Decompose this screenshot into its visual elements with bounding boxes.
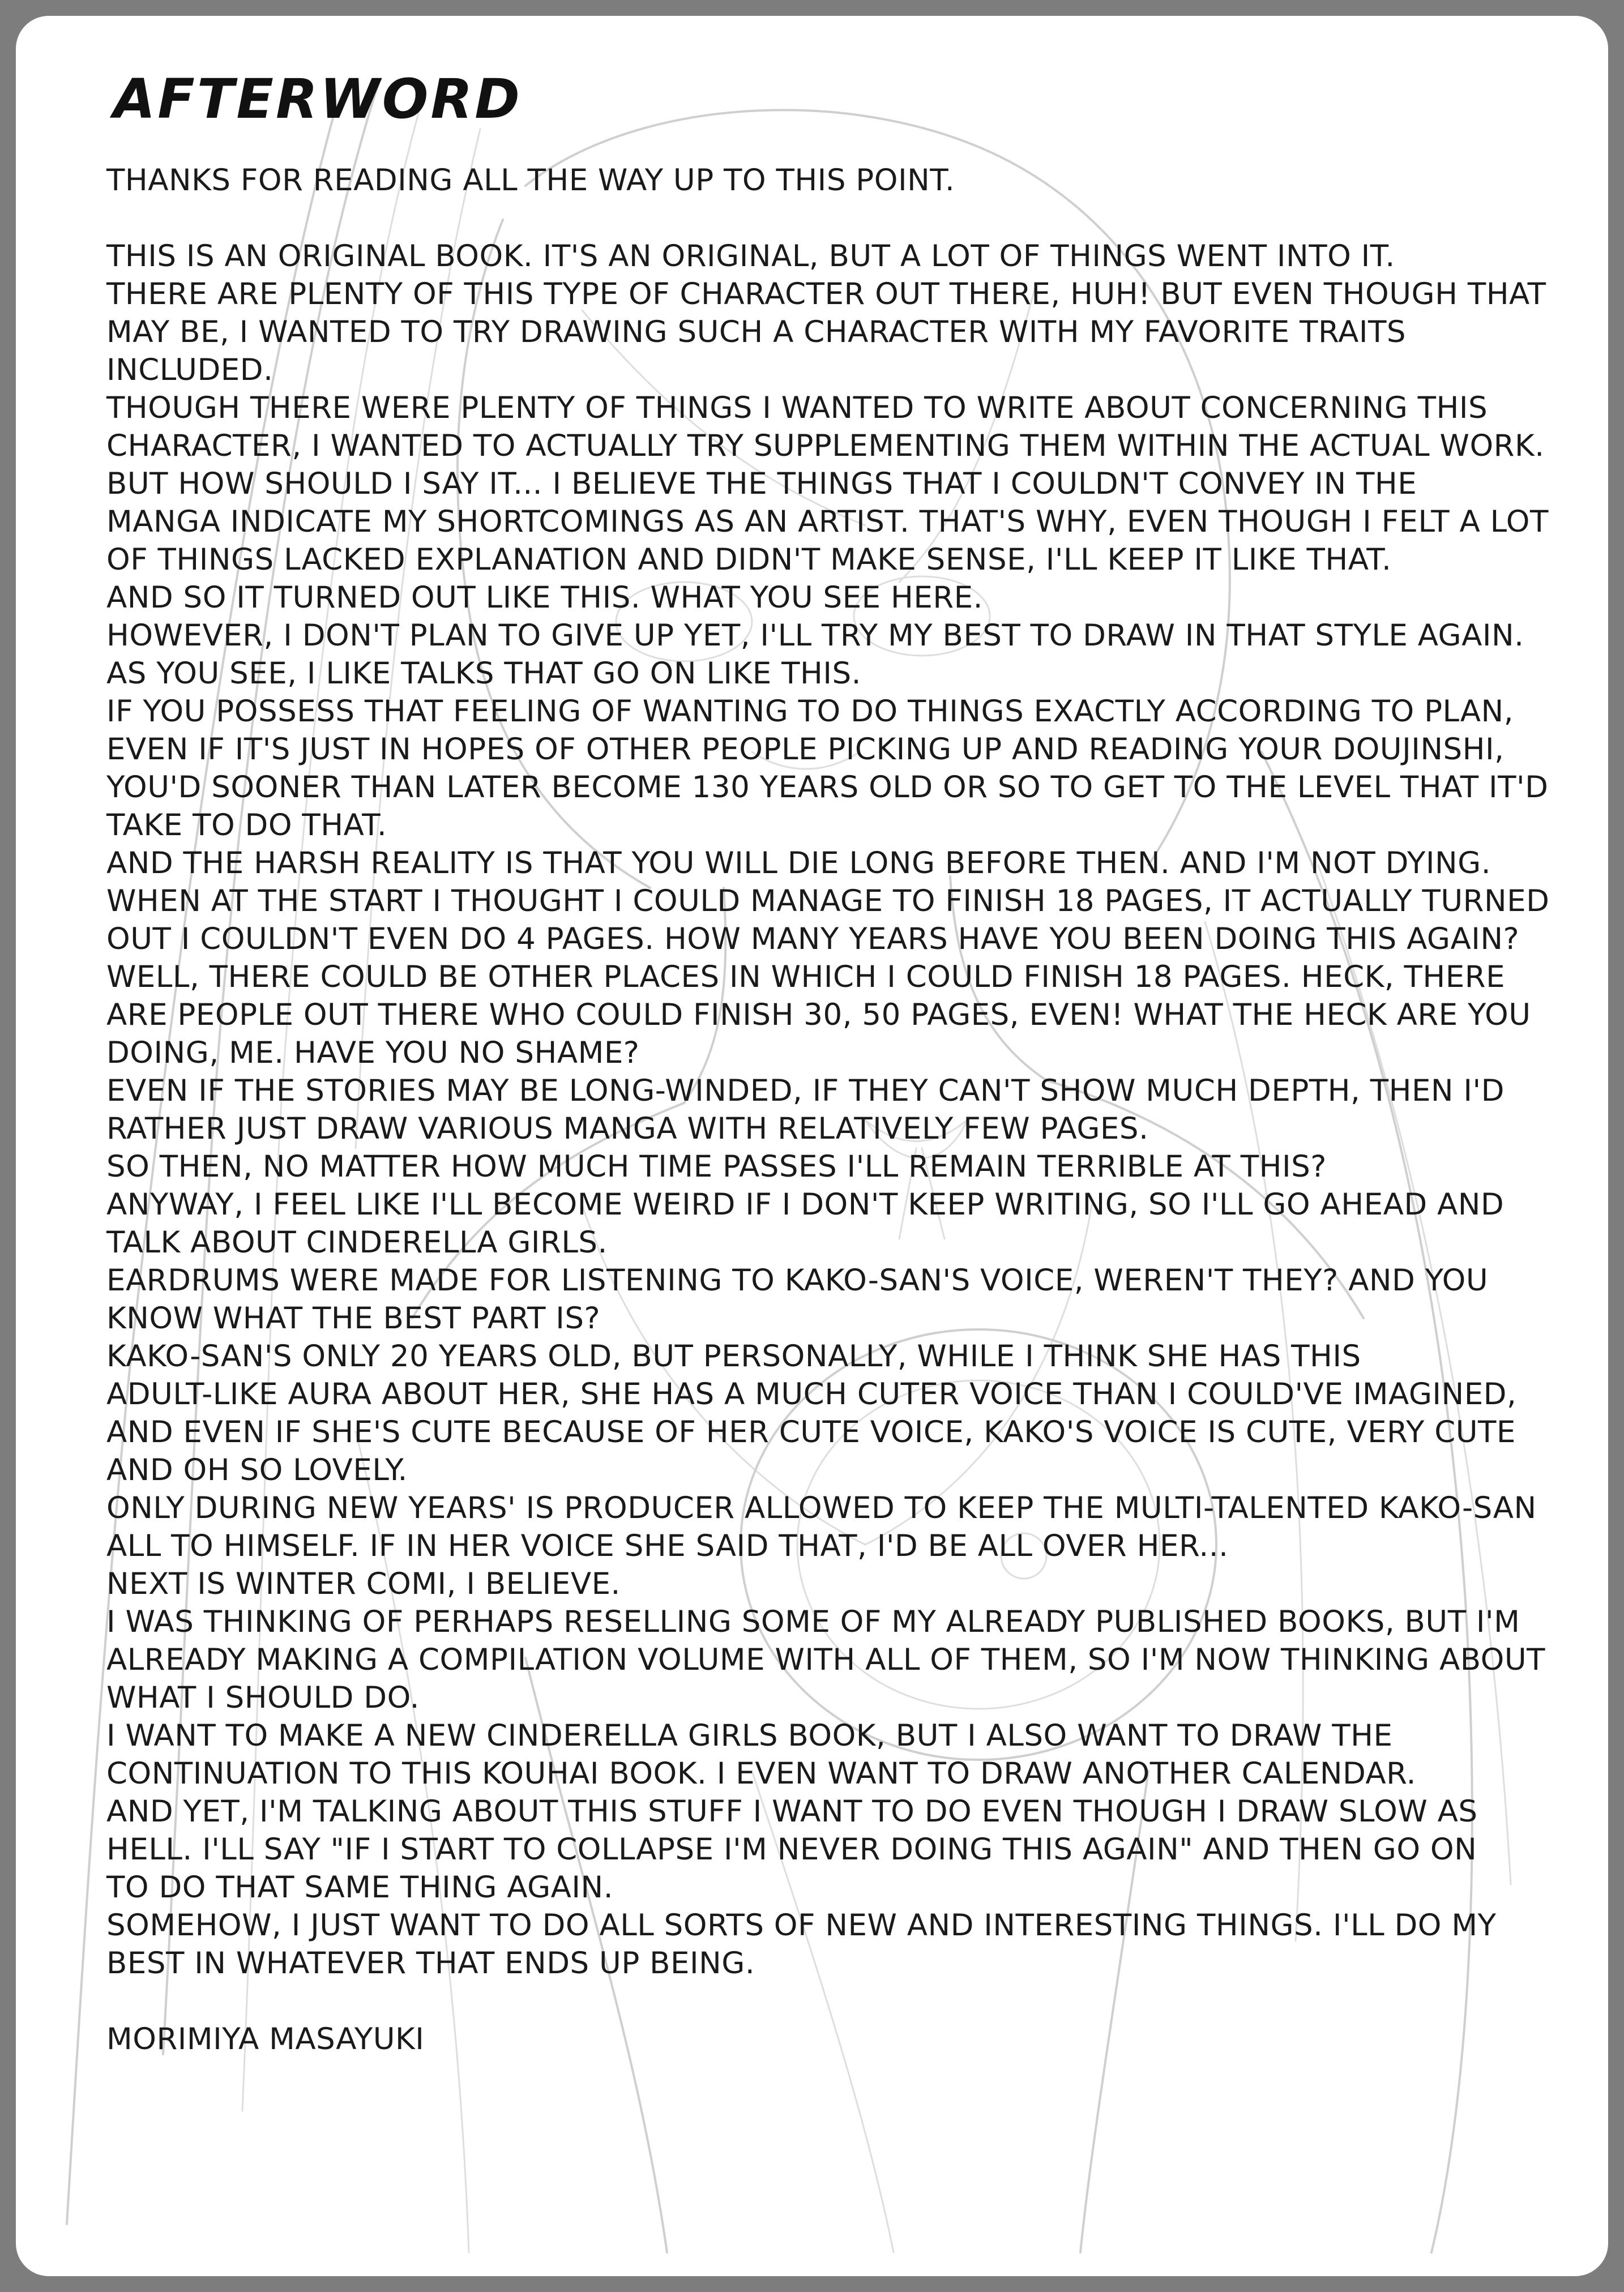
body-line: CHARACTER, I WANTED TO ACTUALLY TRY SUPPLEMENTING THEM WITHIN THE ACTUAL WORK. <box>106 429 1545 464</box>
body-line: SOMEHOW, I JUST WANT TO DO ALL SORTS OF NEW AND INTERESTING THINGS. I'LL DO MY <box>106 1908 1497 1943</box>
body-line: TO DO THAT SAME THING AGAIN. <box>106 1870 614 1905</box>
body-line: AS YOU SEE, I LIKE TALKS THAT GO ON LIKE THIS. <box>106 656 861 691</box>
body-line: ADULT-LIKE AURA ABOUT HER, SHE HAS A MUCH CUTER VOICE THAN I COULD'VE IMAGINED, <box>106 1377 1517 1412</box>
body-line: IF YOU POSSESS THAT FEELING OF WANTING TO DO THINGS EXACTLY ACCORDING TO PLAN, <box>106 694 1514 729</box>
page-paper <box>16 16 1608 2276</box>
opening-line: THANKS FOR READING ALL THE WAY UP TO THIS POINT. <box>106 163 955 198</box>
body-line: KAKO-SAN'S ONLY 20 YEARS OLD, BUT PERSONALLY, WHILE I THINK SHE HAS THIS <box>106 1339 1361 1374</box>
body-line: SO THEN, NO MATTER HOW MUCH TIME PASSES I'LL REMAIN TERRIBLE AT THIS? <box>106 1149 1327 1185</box>
body-line: YOU'D SOONER THAN LATER BECOME 130 YEARS OLD OR SO TO GET TO THE LEVEL THAT IT'D <box>106 770 1549 805</box>
page-title: AFTERWORD <box>113 67 522 131</box>
body-line: EVEN IF THE STORIES MAY BE LONG-WINDED, IF THEY CAN'T SHOW MUCH DEPTH, THEN I'D <box>106 1074 1505 1109</box>
afterword-text-block <box>89 67 1562 2058</box>
body-line: MAY BE, I WANTED TO TRY DRAWING SUCH A CHARACTER WITH MY FAVORITE TRAITS <box>106 315 1407 350</box>
body-line: WELL, THERE COULD BE OTHER PLACES IN WHICH I COULD FINISH 18 PAGES. HECK, THERE <box>106 960 1506 995</box>
body-line: ANYWAY, I FEEL LIKE I'LL BECOME WEIRD IF I DON'T KEEP WRITING, SO I'LL GO AHEAD AND <box>106 1187 1505 1222</box>
body-line: ARE PEOPLE OUT THERE WHO COULD FINISH 30, 50 PAGES, EVEN! WHAT THE HECK ARE YOU <box>106 998 1531 1033</box>
body-line: ALREADY MAKING A COMPILATION VOLUME WITH ALL OF THEM, SO I'M NOW THINKING ABOUT <box>106 1643 1546 1678</box>
body-line: NEXT IS WINTER COMI, I BELIEVE. <box>106 1567 621 1602</box>
body-line: TALK ABOUT CINDERELLA GIRLS. <box>106 1225 608 1260</box>
body-line: HELL. I'LL SAY "IF I START TO COLLAPSE I'M NEVER DOING THIS AGAIN" AND THEN GO ON <box>106 1832 1477 1867</box>
body-line: RATHER JUST DRAW VARIOUS MANGA WITH RELATIVELY FEW PAGES. <box>106 1111 1149 1147</box>
body-line: INCLUDED. <box>106 353 273 388</box>
body-line: ALL TO HIMSELF. IF IN HER VOICE SHE SAID THAT, I'D BE ALL OVER HER... <box>106 1529 1229 1564</box>
body-line: EVEN IF IT'S JUST IN HOPES OF OTHER PEOPLE PICKING UP AND READING YOUR DOUJINSHI, <box>106 732 1505 767</box>
body-line: THIS IS AN ORIGINAL BOOK. IT'S AN ORIGINAL, BUT A LOT OF THINGS WENT INTO IT. <box>106 239 1395 274</box>
author-signature: MORIMIYA MASAYUKI <box>106 2022 425 2057</box>
body-line: I WAS THINKING OF PERHAPS RESELLING SOME OF MY ALREADY PUBLISHED BOOKS, BUT I'M <box>106 1605 1520 1640</box>
body-line: HOWEVER, I DON'T PLAN TO GIVE UP YET, I'LL TRY MY BEST TO DRAW IN THAT STYLE AGAIN. <box>106 618 1524 653</box>
body-line: WHEN AT THE START I THOUGHT I COULD MANAGE TO FINISH 18 PAGES, IT ACTUALLY TURNED <box>106 884 1550 919</box>
body-line: BUT HOW SHOULD I SAY IT... I BELIEVE THE THINGS THAT I COULDN'T CONVEY IN THE <box>106 467 1417 502</box>
paragraph-gap <box>89 199 1562 237</box>
body-line: KNOW WHAT THE BEST PART IS? <box>106 1301 601 1336</box>
body-line: MANGA INDICATE MY SHORTCOMINGS AS AN ARTIST. THAT'S WHY, EVEN THOUGH I FELT A LOT <box>106 504 1549 540</box>
body-line: ONLY DURING NEW YEARS' IS PRODUCER ALLOWED TO KEEP THE MULTI-TALENTED KAKO-SAN <box>106 1491 1537 1526</box>
body-line: TAKE TO DO THAT. <box>106 808 387 843</box>
body-line: OF THINGS LACKED EXPLANATION AND DIDN'T MAKE SENSE, I'LL KEEP IT LIKE THAT. <box>106 542 1392 578</box>
paragraph-gap <box>89 1982 1562 2020</box>
body-line: EARDRUMS WERE MADE FOR LISTENING TO KAKO-SAN'S VOICE, WEREN'T THEY? AND YOU <box>106 1263 1489 1298</box>
body-line: OUT I COULDN'T EVEN DO 4 PAGES. HOW MANY YEARS HAVE YOU BEEN DOING THIS AGAIN? <box>106 922 1520 957</box>
body-line: THERE ARE PLENTY OF THIS TYPE OF CHARACTER OUT THERE, HUH! BUT EVEN THOUGH THAT <box>106 277 1546 312</box>
body-line: WHAT I SHOULD DO. <box>106 1680 420 1716</box>
body-line: THOUGH THERE WERE PLENTY OF THINGS I WANTED TO WRITE ABOUT CONCERNING THIS <box>106 391 1488 426</box>
body-line: AND THE HARSH REALITY IS THAT YOU WILL DIE LONG BEFORE THEN. AND I'M NOT DYING. <box>106 846 1491 881</box>
body-line: BEST IN WHATEVER THAT ENDS UP BEING. <box>106 1946 755 1981</box>
body-line: CONTINUATION TO THIS KOUHAI BOOK. I EVEN WANT TO DRAW ANOTHER CALENDAR. <box>106 1756 1416 1791</box>
body-line: AND EVEN IF SHE'S CUTE BECAUSE OF HER CUTE VOICE, KAKO'S VOICE IS CUTE, VERY CUTE <box>106 1415 1516 1450</box>
body-line: AND SO IT TURNED OUT LIKE THIS. WHAT YOU SEE HERE. <box>106 580 983 615</box>
body-text <box>89 237 1562 1982</box>
body-line: AND OH SO LOVELY. <box>106 1453 408 1488</box>
body-line: DOING, ME. HAVE YOU NO SHAME? <box>106 1036 640 1071</box>
body-line: I WANT TO MAKE A NEW CINDERELLA GIRLS BOOK, BUT I ALSO WANT TO DRAW THE <box>106 1718 1393 1754</box>
body-line: AND YET, I'M TALKING ABOUT THIS STUFF I WANT TO DO EVEN THOUGH I DRAW SLOW AS <box>106 1794 1478 1829</box>
